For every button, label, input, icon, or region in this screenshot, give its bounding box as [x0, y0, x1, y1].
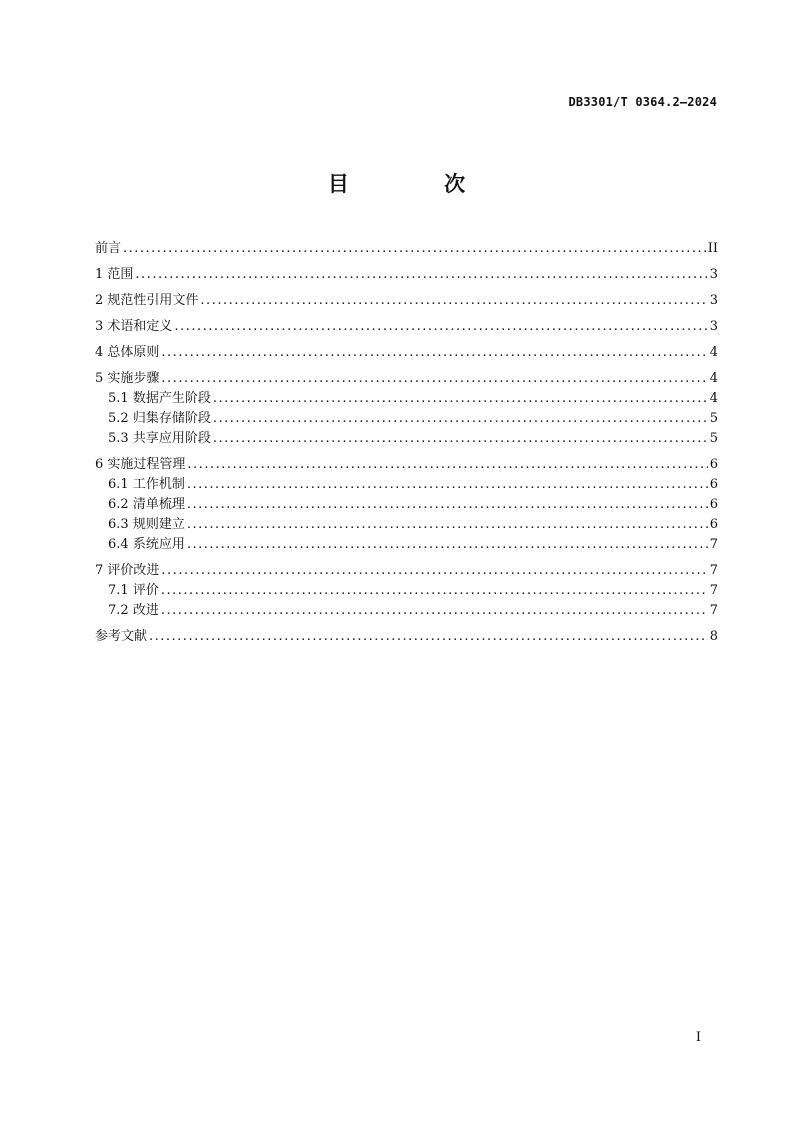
dot-leader	[187, 515, 708, 535]
toc-entry-number: 5.2	[108, 411, 133, 426]
toc-entry-title: 清单梳理	[132, 497, 185, 512]
toc-entry-6-2[interactable]	[95, 495, 718, 515]
dot-leader	[161, 369, 707, 389]
dot-leader	[161, 581, 708, 601]
dot-leader	[213, 429, 708, 449]
toc-entry-number: 6.2	[108, 497, 133, 512]
toc-entry-title: 规范性引用文件	[107, 293, 199, 308]
toc-entry-page: 7	[709, 603, 718, 618]
toc-entry-5[interactable]	[95, 369, 718, 389]
toc-entry-number: 2	[95, 293, 108, 308]
toc-entry-title: 术语和定义	[107, 319, 173, 334]
dot-leader	[187, 535, 708, 555]
toc-entry-7-2[interactable]	[95, 601, 718, 621]
page-number: I	[695, 1030, 701, 1045]
dot-leader	[213, 409, 708, 429]
toc-entry-page: 6	[709, 457, 718, 472]
toc-entry-number: 7.1	[108, 583, 133, 598]
table-of-contents	[95, 239, 718, 647]
toc-entry-5-3[interactable]	[95, 429, 718, 449]
toc-entry-5-1[interactable]	[95, 389, 718, 409]
toc-entry-page: 8	[709, 629, 718, 644]
toc-entry-title: 改进	[132, 603, 159, 618]
toc-entry-page: 3	[709, 293, 718, 308]
page-title: 目 次	[327, 172, 510, 196]
toc-entry-number: 5.3	[108, 431, 133, 446]
toc-entry-number: 6.1	[108, 477, 133, 492]
toc-entry-page: 7	[709, 537, 718, 552]
toc-entry-6-3[interactable]	[95, 515, 718, 535]
toc-entry-page: 3	[709, 319, 718, 334]
dot-leader	[161, 601, 708, 621]
document-code: DB3301/T 0364.2—2024	[568, 95, 717, 109]
toc-entry-2[interactable]	[95, 291, 718, 311]
dot-leader	[161, 343, 707, 363]
toc-entry-number: 7.2	[108, 603, 133, 618]
toc-entry-page: 6	[709, 497, 718, 512]
toc-entry-number: 1	[95, 267, 108, 282]
dot-leader	[187, 475, 708, 495]
toc-entry-6-4[interactable]	[95, 535, 718, 555]
toc-entry-title: 实施过程管理	[107, 457, 186, 472]
toc-entry-title: 工作机制	[132, 477, 185, 492]
toc-entry-title: 数据产生阶段	[132, 391, 211, 406]
toc-entry-number: 3	[95, 319, 108, 334]
toc-entry-page: 5	[709, 431, 718, 446]
toc-entry-7-1[interactable]	[95, 581, 718, 601]
toc-entry-references[interactable]	[95, 627, 718, 647]
toc-entry-page: 6	[709, 517, 718, 532]
toc-entry-page: 7	[709, 583, 718, 598]
toc-entry-4[interactable]	[95, 343, 718, 363]
dot-leader	[161, 561, 707, 581]
toc-entry-title: 规则建立	[132, 517, 185, 532]
toc-entry-page: 7	[709, 563, 718, 578]
toc-entry-title: 归集存储阶段	[132, 411, 211, 426]
dot-leader	[213, 389, 708, 409]
toc-entry-page: 5	[709, 411, 718, 426]
dot-leader	[123, 239, 706, 259]
toc-entry-number: 5	[95, 371, 108, 386]
toc-entry-6[interactable]	[95, 455, 718, 475]
toc-entry-page: 6	[709, 477, 718, 492]
dot-leader	[149, 627, 708, 647]
toc-entry-page: 4	[709, 391, 718, 406]
toc-entry-7[interactable]	[95, 561, 718, 581]
toc-entry-title: 范围	[107, 267, 134, 282]
toc-entry-foreword[interactable]	[95, 239, 718, 259]
toc-entry-1[interactable]	[95, 265, 718, 285]
toc-entry-6-1[interactable]	[95, 475, 718, 495]
dot-leader	[200, 291, 707, 311]
toc-entry-5-2[interactable]	[95, 409, 718, 429]
dot-leader	[174, 317, 707, 337]
toc-entry-number: 6.4	[108, 537, 133, 552]
toc-entry-number: 7	[95, 563, 108, 578]
dot-leader	[187, 495, 708, 515]
toc-entry-title: 参考文献	[95, 629, 148, 644]
dot-leader	[187, 455, 707, 475]
toc-entry-title: 前言	[95, 241, 122, 256]
toc-entry-number: 5.1	[108, 391, 133, 406]
toc-entry-title: 评价	[132, 583, 159, 598]
toc-entry-title: 评价改进	[107, 563, 160, 578]
toc-entry-page: 4	[709, 345, 718, 360]
dot-leader	[135, 265, 707, 285]
toc-entry-number: 6	[95, 457, 108, 472]
toc-entry-title: 共享应用阶段	[132, 431, 211, 446]
toc-entry-3[interactable]	[95, 317, 718, 337]
toc-entry-page: II	[707, 241, 718, 256]
toc-entry-page: 4	[709, 371, 718, 386]
toc-entry-page: 3	[709, 267, 718, 282]
toc-entry-number: 6.3	[108, 517, 133, 532]
toc-entry-title: 实施步骤	[107, 371, 160, 386]
toc-entry-title: 系统应用	[132, 537, 185, 552]
toc-entry-title: 总体原则	[107, 345, 160, 360]
toc-entry-number: 4	[95, 345, 108, 360]
